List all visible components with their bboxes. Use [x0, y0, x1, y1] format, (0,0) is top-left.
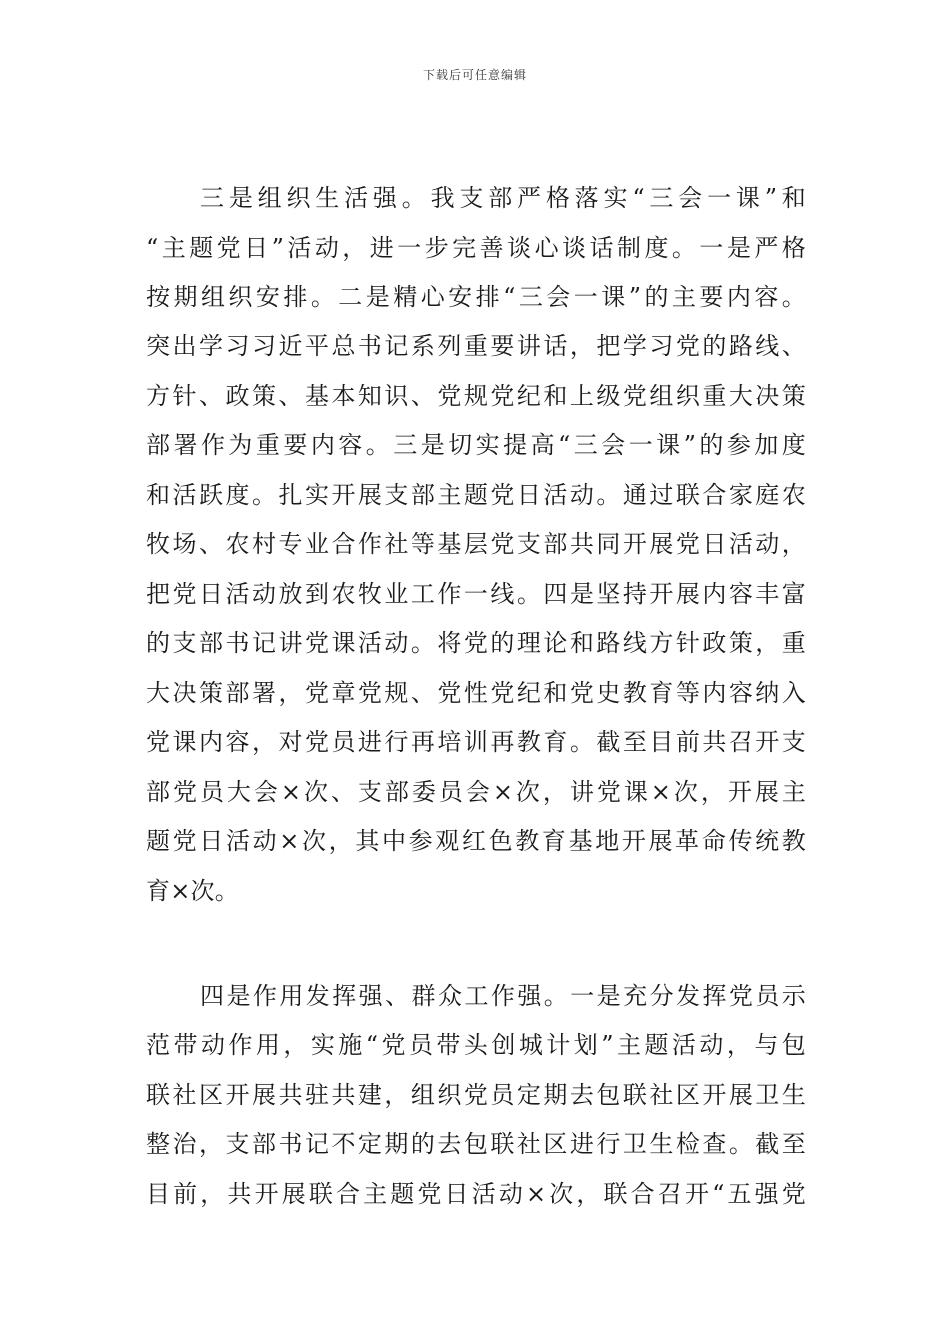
- paragraph-line: 联社区开展共驻共建，组织党员定期去包联社区开展卫生: [146, 1081, 806, 1109]
- paragraph-line: 目前，共开展联合主题党日活动×次，联合召开“五强党: [146, 1180, 806, 1208]
- paragraph-line: 党课内容，对党员进行再培训再教育。截至目前共召开支: [146, 728, 806, 756]
- paragraph-line: 大决策部署，党章党规、党性党纪和党史教育等内容纳入: [146, 679, 806, 707]
- paragraph-line: 把党日活动放到农牧业工作一线。四是坚持开展内容丰富: [146, 580, 806, 608]
- paragraph-line: 四是作用发挥强、群众工作强。一是充分发挥党员示: [200, 982, 806, 1010]
- paragraph-line: 牧场、农村专业合作社等基层党支部共同开展党日活动，: [146, 530, 806, 558]
- paragraph-line: 和活跃度。扎实开展支部主题党日活动。通过联合家庭农: [146, 481, 806, 509]
- paragraph-line: 突出学习习近平总书记系列重要讲话，把学习党的路线、: [146, 332, 806, 360]
- paragraph-line: 按期组织安排。二是精心安排“三会一课”的主要内容。: [146, 283, 806, 311]
- paragraph-line: 部署作为重要内容。三是切实提高“三会一课”的参加度: [146, 431, 806, 459]
- paragraph-line: 方针、政策、基本知识、党规党纪和上级党组织重大决策: [146, 382, 806, 410]
- paragraph-line: 整治，支部书记不定期的去包联社区进行卫生检查。截至: [146, 1130, 806, 1158]
- header-note: 下载后可任意编辑: [422, 68, 527, 82]
- paragraph-line: 三是组织生活强。我支部严格落实“三会一课”和: [200, 184, 806, 212]
- paragraph-line: 题党日活动×次，其中参观红色教育基地开展革命传统教: [146, 827, 806, 855]
- paragraph-line: 部党员大会×次、支部委员会×次，讲党课×次，开展主: [146, 778, 806, 806]
- paragraph-line: 范带动作用，实施“党员带头创城计划”主题活动，与包: [146, 1031, 806, 1059]
- paragraph-line: 育×次。: [146, 877, 239, 905]
- paragraph-line: “主题党日”活动，进一步完善谈心谈话制度。一是严格: [146, 234, 806, 262]
- paragraph-line: 的支部书记讲党课活动。将党的理论和路线方针政策，重: [146, 629, 806, 657]
